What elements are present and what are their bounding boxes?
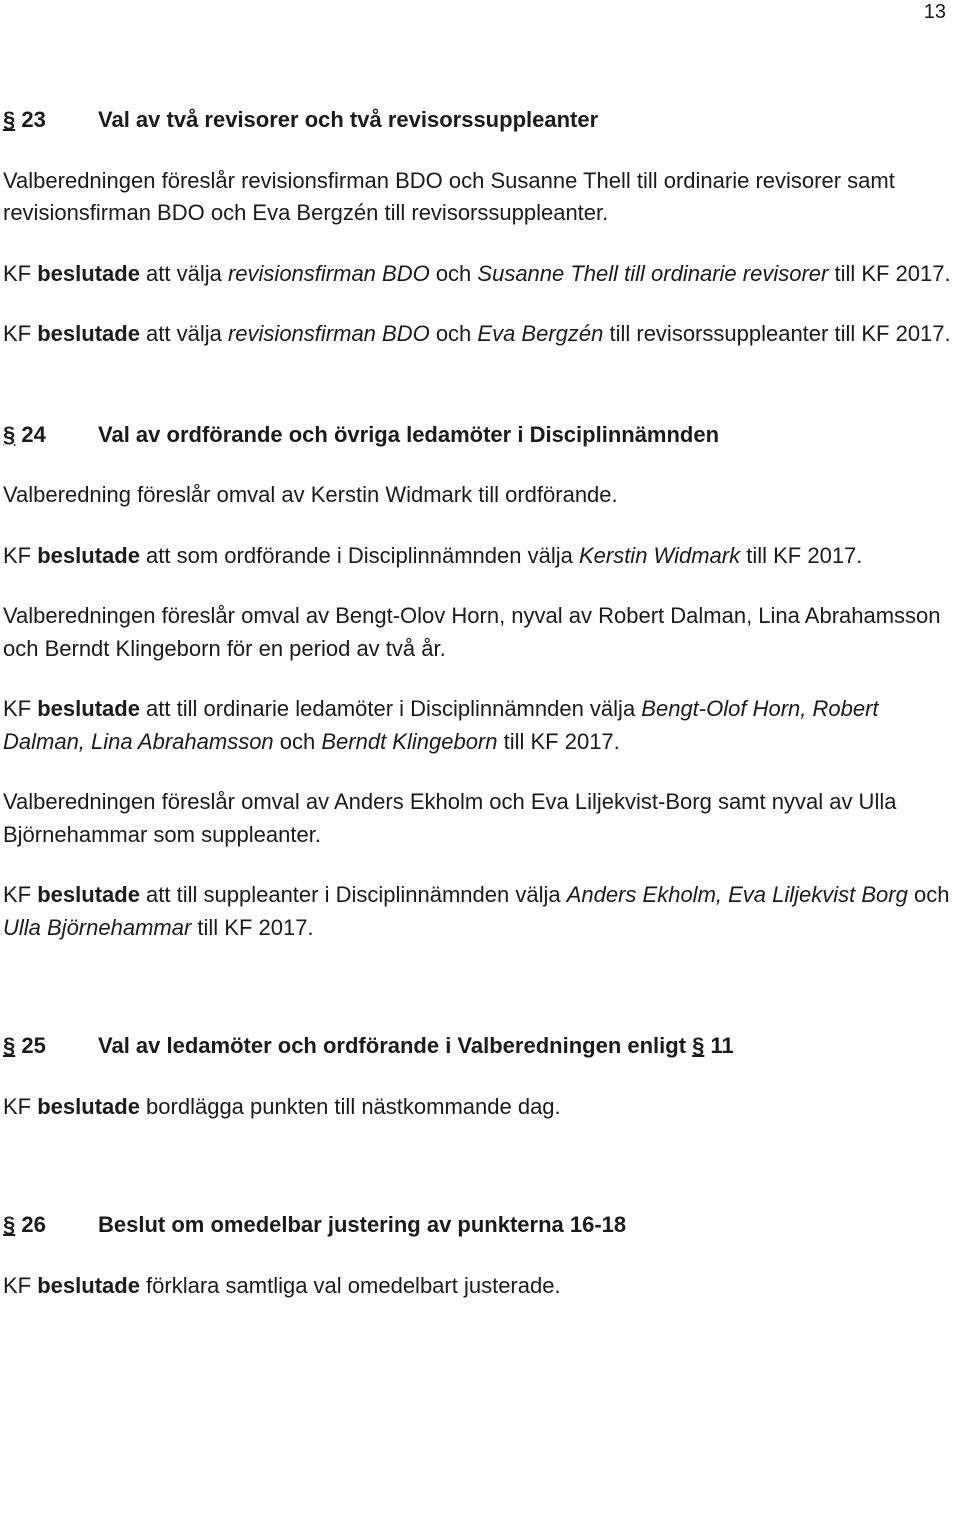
decision-paragraph: KF beslutade bordlägga punkten till nästkommande dag.	[3, 1093, 561, 1119]
section-mark: §	[3, 1212, 16, 1237]
decision-paragraph: KF beslutade att välja revisionsfirman BDO och Susanne Thell till ordinarie revisorer till KF 2017.	[3, 260, 951, 286]
page-number: 13	[923, 1, 946, 23]
decision-paragraph: KF beslutade att till suppleanter i Disciplinnämnden välja Anders Ekholm, Eva Liljekvist Borg och Ulla Björnehammar till KF 2017.	[3, 882, 950, 940]
document-body	[3, 104, 953, 1330]
decision-paragraph: KF beslutade att som ordförande i Disciplinnämnden välja Kerstin Widmark till KF 2017.	[3, 542, 863, 568]
section-title: Beslut om omedelbar justering av punkterna 16-18	[98, 1212, 627, 1237]
section-mark: §	[3, 421, 16, 447]
decision-paragraph: KF beslutade förklara samtliga val omedelbart justerade.	[3, 1272, 561, 1298]
section-heading-25	[3, 1030, 953, 1063]
section-number: 23	[21, 107, 46, 132]
decision-paragraph: KF beslutade att välja revisionsfirman BDO och Eva Bergzén till revisorssuppleanter till KF 2017.	[3, 321, 951, 346]
section-title: Val av två revisorer och två revisorssuppleanter	[98, 107, 599, 132]
section-heading-23	[3, 104, 953, 137]
proposal-paragraph: Valberedningen föreslår omval av Bengt-Olov Horn, nyval av Robert Dalman, Lina Abrahamsson och Berndt Klingeborn för en period av två år.	[3, 603, 941, 661]
section-mark: §	[3, 1033, 16, 1058]
proposal-paragraph: Valberedningen föreslår revisionsfirman BDO och Susanne Thell till ordinarie revisorer samt revisionsfirman BDO och Eva Bergzén till revisorssuppleanter.	[3, 167, 895, 225]
section-mark: §	[3, 107, 16, 132]
section-number: 25	[21, 1033, 46, 1058]
proposal-paragraph: Valberedning föreslår omval av Kerstin Widmark till ordförande.	[3, 482, 618, 507]
decision-paragraph: KF beslutade att till ordinarie ledamöter i Disciplinnämnden välja Bengt-Olof Horn, Robert Dalman, Lina Abrahamsson och Berndt Klingeborn till KF 2017.	[3, 696, 879, 754]
section-title: Val av ledamöter och ordförande i Valberedningen enligt § 11	[98, 1033, 734, 1058]
section-title: Val av ordförande och övriga ledamöter i Disciplinnämnden	[98, 421, 720, 447]
section-number: 24	[21, 421, 46, 447]
section-number: 26	[21, 1212, 46, 1237]
section-heading-24	[3, 419, 953, 452]
proposal-paragraph: Valberedningen föreslår omval av Anders Ekholm och Eva Liljekvist-Borg samt nyval av Ulla Björnehammar som suppleanter.	[3, 789, 897, 847]
section-heading-26	[3, 1209, 953, 1242]
